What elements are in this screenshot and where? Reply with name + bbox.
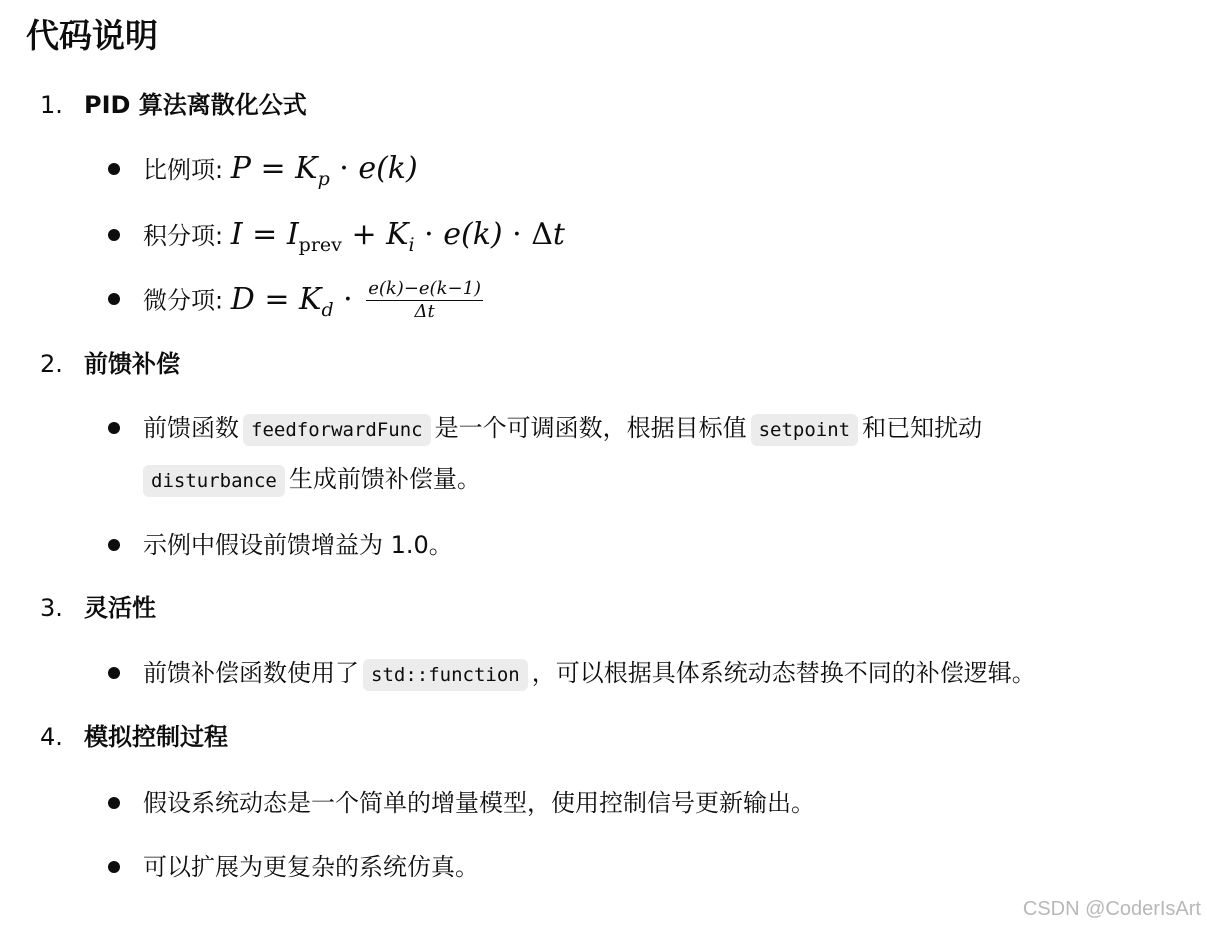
section-number: 4. — [40, 723, 63, 751]
section-number: 2. — [40, 350, 63, 378]
list-item-feedforward-line2: disturbance 生成前馈补偿量。 — [143, 459, 481, 501]
proportional-formula: $P = K_p \cdot e(k)$ — [230, 151, 418, 190]
formula-label: 积分项: — [143, 222, 224, 250]
section-3-heading — [40, 588, 156, 628]
list-item-gain: 示例中假设前馈增益为 1.0。 — [143, 531, 453, 559]
derivative-formula: $D = K_d$ · $\frac{e(k)-e(k-1)}{\Delta t}$ — [230, 278, 482, 322]
list-item-feedforward-line1: 前馈函数 feedforwardFunc 是一个可调函数，根据目标值 setpoint 和已知扰动 — [143, 408, 982, 450]
integral-formula: $I = I_{prev} + K_i \cdot e(k) \cdot \Delta t$ — [230, 217, 565, 256]
bullet — [108, 422, 120, 434]
bullet — [108, 293, 120, 305]
list-item-flexibility: 前馈补偿函数使用了 std::function ，可以根据具体系统动态替换不同的补偿逻辑。 — [143, 653, 1036, 695]
list-item-proportional — [143, 149, 418, 190]
section-4-heading — [40, 717, 228, 757]
bullet — [108, 797, 120, 809]
derivative-fraction: $\frac{e(k)-e(k-1)}{\Delta t}$ — [368, 278, 482, 322]
list-item-integral — [143, 215, 565, 256]
inline-code: feedforwardFunc — [243, 414, 431, 446]
watermark: CSDN @CoderIsArt — [1022, 898, 1201, 920]
section-title: PID 算法离散化公式 — [84, 91, 307, 119]
section-title: 模拟控制过程 — [84, 723, 228, 751]
formula-label: 微分项: — [143, 286, 224, 315]
section-title: 灵活性 — [84, 594, 156, 622]
inline-code: setpoint — [751, 414, 859, 446]
list-item-extension: 可以扩展为更复杂的系统仿真。 — [143, 853, 479, 881]
bullet — [108, 861, 120, 873]
bullet — [108, 539, 120, 551]
section-1-heading — [40, 85, 307, 125]
page-title: 代码说明 — [26, 16, 158, 55]
bullet — [108, 163, 120, 175]
section-number: 1. — [40, 91, 63, 119]
section-title: 前馈补偿 — [84, 350, 180, 378]
bullet — [108, 229, 120, 241]
inline-code: std::function — [363, 659, 528, 691]
formula-label: 比例项: — [143, 156, 224, 184]
list-item-derivative — [143, 279, 483, 322]
list-item-simulation-model: 假设系统动态是一个简单的增量模型，使用控制信号更新输出。 — [143, 789, 815, 817]
inline-code: disturbance — [143, 465, 285, 497]
bullet — [108, 667, 120, 679]
section-2-heading — [40, 344, 180, 384]
section-number: 3. — [40, 594, 63, 622]
